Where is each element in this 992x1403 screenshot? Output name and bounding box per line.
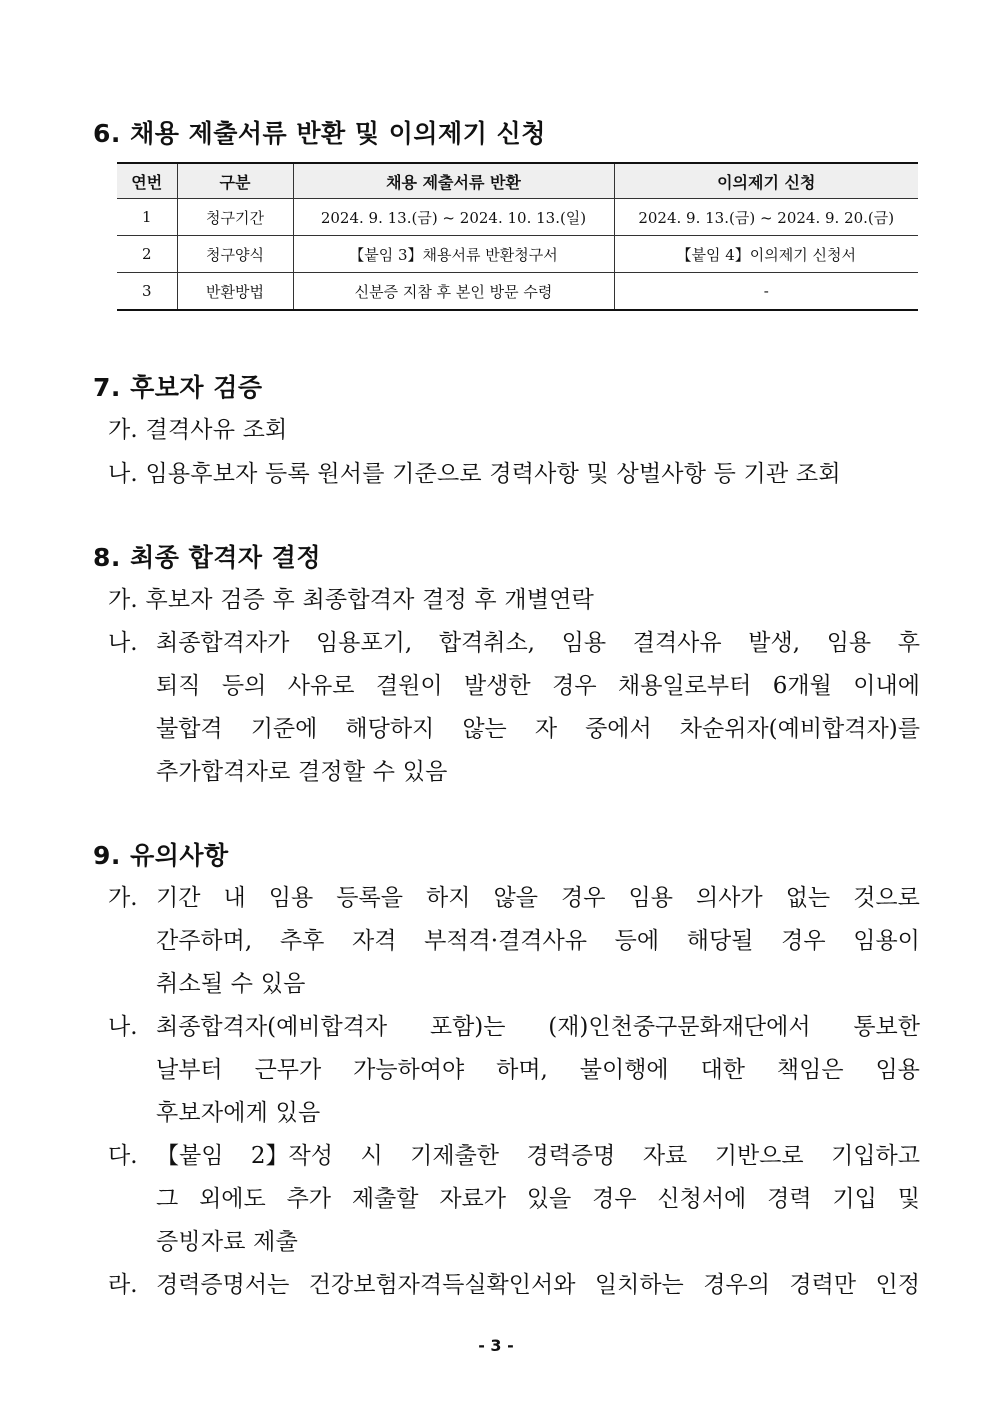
table-header-cell: 연번: [117, 163, 177, 199]
page-number: - 3 -: [478, 1336, 514, 1355]
word: 자료: [642, 1143, 688, 1169]
paragraph-line: [156, 624, 920, 657]
paragraph-line: [156, 667, 920, 700]
word: 기입하고: [831, 1143, 920, 1169]
table-cell: 2024. 9. 13.(금) ~ 2024. 10. 13.(일): [293, 199, 614, 236]
word: 임용: [875, 1057, 920, 1083]
word: 않을: [493, 885, 538, 911]
word: 외에도: [199, 1186, 266, 1212]
word: 포함)는: [429, 1014, 506, 1040]
word: 최종합격자(예비합격자: [156, 1014, 388, 1040]
paragraph-line: [156, 1266, 920, 1299]
word: 경우: [561, 885, 606, 911]
word: 의사가: [696, 885, 763, 911]
word: 경우: [552, 673, 597, 699]
word: 부적격·결격사유: [424, 928, 587, 954]
word: 대한: [700, 1057, 745, 1083]
paragraph-line: [156, 1180, 920, 1213]
word: 임용: [561, 630, 607, 656]
word: 건강보험자격득실확인서와: [308, 1272, 576, 1298]
word: 발생한: [464, 673, 531, 699]
word: 일치하는: [594, 1272, 684, 1298]
word: 불이행에: [579, 1057, 669, 1083]
list-marker: 나.: [108, 1014, 138, 1040]
word: 채용일로부터: [618, 673, 752, 699]
table-cell: -: [614, 273, 918, 311]
table-header-cell: 구분: [177, 163, 293, 199]
word: 근무가: [254, 1057, 322, 1083]
word: 해당될: [686, 928, 754, 954]
paragraph-line: [156, 1051, 920, 1084]
list-item: 가. 후보자 검증 후 최종합격자 결정 후 개별연락: [108, 587, 595, 613]
section-8-heading: 8. 최종 합격자 결정: [93, 543, 322, 572]
word: 최종합격자가: [156, 630, 290, 656]
section-6-heading: 6. 채용 제출서류 반환 및 이의제기 신청: [93, 119, 546, 148]
word: 기입: [832, 1186, 877, 1212]
table-cell: 2: [117, 236, 177, 273]
word: 자격: [352, 928, 397, 954]
word: 기제출한: [410, 1143, 500, 1169]
word: 발생,: [748, 630, 801, 656]
table-cell: 청구기간: [177, 199, 293, 236]
paragraph-line: [156, 922, 920, 955]
word: 해당하지: [345, 716, 435, 742]
table-cell: 【붙임 4】이의제기 신청서: [614, 236, 918, 273]
word: 책임은: [776, 1057, 844, 1083]
word: 차순위자(예비합격자)를: [679, 716, 920, 742]
return-objection-table: [117, 162, 918, 311]
word: 하며,: [496, 1057, 548, 1083]
word: 추가: [286, 1186, 331, 1212]
word: 경력만: [789, 1272, 857, 1298]
paragraph-line: 추가합격자로 결정할 수 있음: [156, 759, 448, 785]
word: 것으로: [853, 885, 920, 911]
list-marker: 나.: [108, 630, 138, 656]
table-row: [117, 236, 918, 273]
word: 【붙임: [156, 1143, 224, 1169]
word: 없는: [785, 885, 831, 911]
paragraph-line: [156, 879, 920, 912]
word: (재)인천중구문화재단에서: [548, 1014, 811, 1040]
list-item: 나. 임용후보자 등록 원서를 기준으로 경력사항 및 상벌사항 등 기관 조회: [108, 461, 841, 487]
word: 시: [360, 1143, 383, 1169]
word: 이내에: [853, 673, 920, 699]
word: 하지: [426, 885, 471, 911]
word: 기반으로: [714, 1143, 804, 1169]
word: 합격취소,: [438, 630, 535, 656]
word: 기간: [156, 885, 201, 911]
word: 및: [897, 1186, 920, 1212]
table-header-cell: 이의제기 신청: [614, 163, 918, 199]
word: 그: [156, 1186, 179, 1212]
list-marker: 다.: [108, 1143, 138, 1169]
word: 임용이: [853, 928, 920, 954]
word: 경력: [767, 1186, 812, 1212]
paragraph-line: [156, 1137, 920, 1170]
table-row: [117, 273, 918, 311]
word: 6개월: [772, 673, 832, 699]
word: 통보한: [853, 1014, 920, 1040]
word: 자료가: [439, 1186, 506, 1212]
list-marker: 라.: [108, 1272, 138, 1298]
word: 않는: [462, 716, 507, 742]
word: 후: [897, 630, 920, 656]
word: 내: [223, 885, 246, 911]
word: 임용: [268, 885, 314, 911]
word: 자: [534, 716, 558, 742]
table-cell: 1: [117, 199, 177, 236]
word: 결격사유: [632, 630, 722, 656]
word: 경우: [781, 928, 826, 954]
word: 날부터: [156, 1057, 223, 1083]
table-cell: 반환방법: [177, 273, 293, 311]
word: 간주하며,: [156, 928, 253, 954]
word: 경력증명: [526, 1143, 616, 1169]
table-row: [117, 199, 918, 236]
list-marker: 가.: [108, 885, 138, 911]
word: 제출할: [351, 1186, 419, 1212]
word: 퇴직: [156, 673, 201, 699]
word: 결원이: [375, 673, 443, 699]
word: 등록을: [336, 885, 403, 911]
paragraph-line: 증빙자료 제출: [156, 1229, 299, 1255]
word: 임용포기,: [315, 630, 413, 656]
paragraph-line: 후보자에게 있음: [156, 1100, 321, 1126]
paragraph-line: [156, 1008, 920, 1041]
word: 경우: [592, 1186, 637, 1212]
table-cell: 3: [117, 273, 177, 311]
word: 임용: [826, 630, 872, 656]
word: 추후: [279, 928, 325, 954]
word: 불합격: [156, 716, 223, 742]
table-cell: 신분증 지참 후 본인 방문 수령: [293, 273, 614, 311]
word: 사유로: [287, 673, 355, 699]
word: 경력증명서는: [156, 1272, 290, 1298]
table-header-row: [117, 163, 918, 199]
table-cell: 2024. 9. 13.(금) ~ 2024. 9. 20.(금): [614, 199, 918, 236]
word: 임용: [628, 885, 673, 911]
section-9-heading: 9. 유의사항: [93, 841, 229, 870]
word: 기준에: [250, 716, 318, 742]
word: 경우의: [703, 1272, 770, 1298]
word: 중에서: [585, 716, 652, 742]
section-7-heading: 7. 후보자 검증: [93, 373, 263, 402]
word: 2】작성: [250, 1143, 333, 1169]
word: 신청서에: [657, 1186, 747, 1212]
word: 등에: [614, 928, 660, 954]
list-item: 가. 결격사유 조회: [108, 417, 288, 443]
table-cell: 청구양식: [177, 236, 293, 273]
word: 가능하여야: [353, 1057, 465, 1083]
table-cell: 【붙임 3】채용서류 반환청구서: [293, 236, 614, 273]
paragraph-line: 취소될 수 있음: [156, 971, 306, 997]
table-header-cell: 채용 제출서류 반환: [293, 163, 614, 199]
paragraph-line: [156, 710, 920, 743]
word: 등의: [221, 673, 267, 699]
word: 인정: [875, 1272, 920, 1298]
word: 있을: [526, 1186, 572, 1212]
